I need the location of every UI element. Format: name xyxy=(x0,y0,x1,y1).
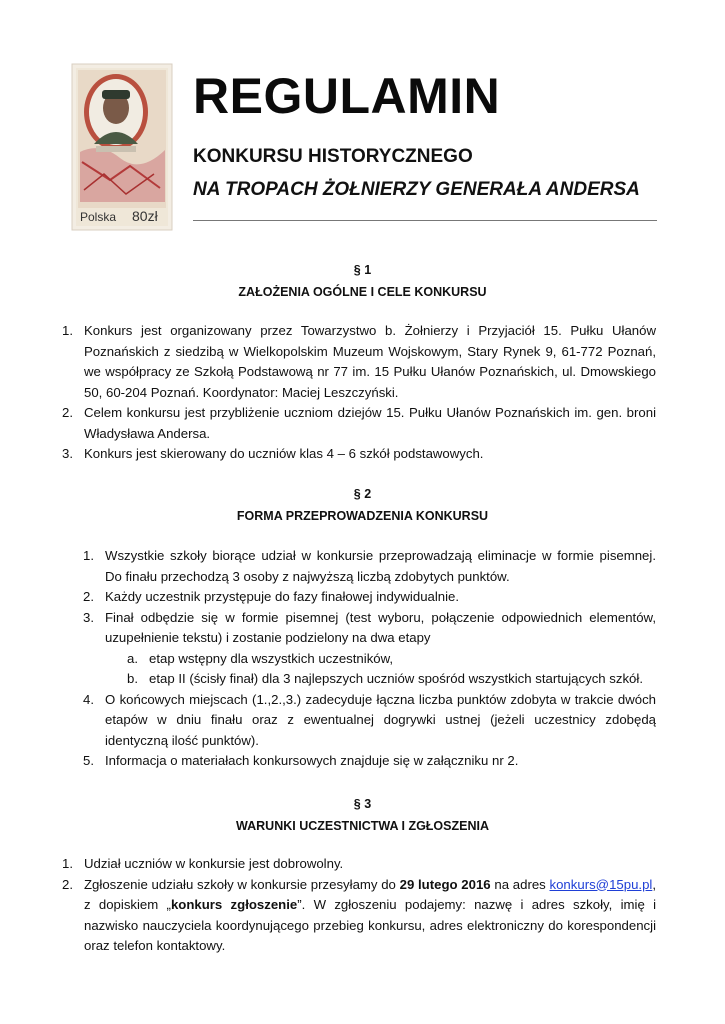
list-item xyxy=(83,587,656,608)
section-1-list xyxy=(62,321,656,465)
list-item xyxy=(62,321,656,403)
list-item xyxy=(62,403,656,444)
item-number: 2. xyxy=(83,589,94,604)
item-text: Wszystkie szkoły biorące udział w konkursie przeprowadzają eliminacje w formie pisemnej. Do finału przechodzą 3 osoby z najwyższą liczbą zdobytych punktów. xyxy=(105,548,656,584)
item-text: Udział uczniów w konkursie jest dobrowolny. xyxy=(84,856,344,871)
deadline-date: 29 lutego 2016 xyxy=(399,876,491,892)
section-3-heading: WARUNKI UCZESTNICTWA I ZGŁOSZENIA xyxy=(236,819,489,833)
list-item xyxy=(62,854,656,875)
sub-list-item xyxy=(105,649,656,670)
sub-item-text: etap II (ścisły finał) dla 3 najlepszych uczniów spośród wszystkich startujących szkół. xyxy=(149,671,643,686)
item-number: 1. xyxy=(62,856,73,871)
item-text: Finał odbędzie się w formie pisemnej (test wyboru, połączenie odpowiednich elementów, uzupełnienie tekstu) i zostanie podzielony na dwa etapy xyxy=(105,609,656,645)
sub-item-letter: b. xyxy=(127,671,138,686)
item-number: 5. xyxy=(83,753,94,768)
item-number: 2. xyxy=(62,405,73,420)
section-3-mark: § 3 xyxy=(353,797,372,811)
section-1-heading: ZAŁOŻENIA OGÓLNE I CELE KONKURSU xyxy=(238,285,487,299)
item-text: Informacja o materiałach konkursowych znajduje się w załączniku nr 2. xyxy=(105,753,519,768)
item-text-part: Zgłoszenie udziału szkoły w konkursie przesyłamy do xyxy=(84,876,400,892)
item-text: Konkurs jest skierowany do uczniów klas 4 – 6 szkół podstawowych. xyxy=(84,446,484,461)
section-2-mark: § 2 xyxy=(353,487,372,501)
header-divider xyxy=(193,220,657,221)
contact-email-link[interactable]: konkurs@15pu.pl xyxy=(549,876,653,892)
document-title: REGULAMIN xyxy=(193,68,501,124)
list-item xyxy=(62,875,656,957)
document-subtitle: KONKURSU HISTORYCZNEGO xyxy=(193,146,473,167)
list-item xyxy=(83,546,656,587)
document-subtitle-italic: NA TROPACH ŻOŁNIERZY GENERAŁA ANDERSA xyxy=(193,179,640,200)
item-text: Celem konkursu jest przybliżenie uczniom dziejów 15. Pułku Ułanów Poznańskich im. gen. broni Władysława Andersa. xyxy=(84,405,656,441)
item-text: Każdy uczestnik przystępuje do fazy finałowej indywidualnie. xyxy=(105,589,460,604)
section-3-list xyxy=(62,854,656,957)
sub-item-text: etap wstępny dla wszystkich uczestników, xyxy=(149,650,394,666)
item-number: 3. xyxy=(62,446,73,461)
item-number: 4. xyxy=(83,691,94,707)
item-number: 1. xyxy=(62,323,73,338)
email-subject-tag: konkurs zgłoszenie xyxy=(170,897,298,912)
item-text-part: , z dopiskiem „ xyxy=(84,876,656,912)
item-text: O końcowych miejscach (1.,2.,3.) zadecyduje łączna liczba punktów zdobyta w trakcie dwóch etapów w dniu finału oraz z ewentualnej dogrywki ustnej (jeżeli uczestnicy zdobędą identyczną ilość punktów). xyxy=(105,691,656,748)
list-item xyxy=(62,444,656,465)
stamp-value-text: 80zł xyxy=(132,208,158,224)
postage-stamp-image xyxy=(70,62,174,232)
list-item xyxy=(83,690,656,752)
stamp-country-text: Polska xyxy=(80,210,117,224)
item-text: Konkurs jest organizowany przez Towarzystwo b. Żołnierzy i Przyjaciół 15. Pułku Ułanów Poznańskich z siedzibą w Wielkopolskim Muzeum Wojskowym, Stary Rynek 9, 61-772 Poznań, we współpracy ze Szkołą Podstawową nr 77 im. 15 Pułku Ułanów Poznańskich, ul. Dmowskiego 50, 60-204 Poznań. Koordynator: Maciej Leszczyński. xyxy=(84,323,656,400)
section-2-heading: FORMA PRZEPROWADZENIA KONKURSU xyxy=(236,509,489,523)
sub-item-letter: a. xyxy=(127,650,138,666)
item-number: 1. xyxy=(83,548,94,563)
section-1-mark: § 1 xyxy=(353,263,372,277)
item-number: 3. xyxy=(83,609,94,625)
section-2-list xyxy=(83,546,656,772)
sub-list-item xyxy=(105,669,656,690)
item-text-part: ”. W zgłoszeniu podajemy: nazwę i adres szkoły, imię i nazwisko nauczyciela koordynującego przebieg konkursu, adres elektroniczny do korespondencji oraz telefon kontaktowy. xyxy=(84,897,656,953)
list-item xyxy=(83,608,656,649)
item-text-part: na adres xyxy=(490,876,550,892)
item-number: 2. xyxy=(62,876,73,892)
list-item xyxy=(83,751,656,772)
